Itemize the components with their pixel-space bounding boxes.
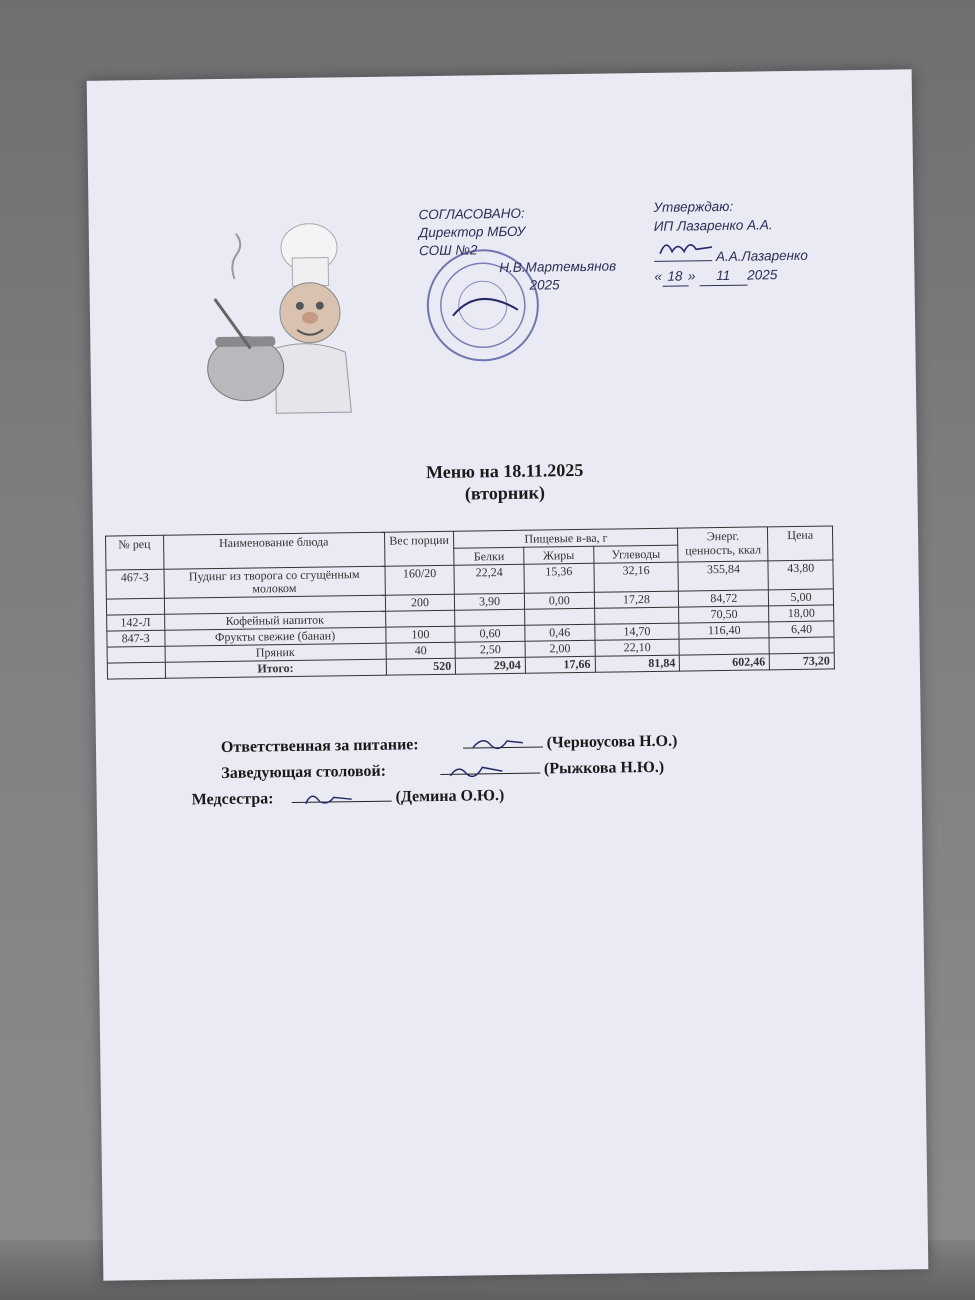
header-nutrients: Пищевые в-ва, г <box>454 528 678 548</box>
approval-heading: СОГЛАСОВАНО: <box>418 205 525 223</box>
table-row: 847-З Фрукты свежие (банан) 100 0,60 0,46 14,70 116,40 6,40 <box>107 621 834 647</box>
approval-year: 2025 <box>529 277 560 293</box>
total-label: Итого: <box>165 659 386 678</box>
approved-date-mid: » <box>687 268 696 284</box>
table-row: 142-Л Кофейный напиток 70,50 18,00 <box>107 605 834 631</box>
table-row: 200 3,90 0,00 17,28 84,72 5,00 <box>106 589 833 615</box>
total-price: 73,20 <box>770 653 835 670</box>
header-protein: Белки <box>454 547 524 565</box>
total-energy: 602,46 <box>680 654 770 671</box>
header-fat: Жиры <box>524 546 594 564</box>
approved-org: ИП Лазаренко А.А. <box>653 217 773 234</box>
header-name: Наименование блюда <box>163 532 385 569</box>
approved-year: 2025 <box>747 267 778 283</box>
approved-signer: А.А.Лазаренко <box>715 247 808 265</box>
header-num: № рец <box>106 535 164 570</box>
total-carbs: 81,84 <box>595 655 680 672</box>
approved-month: 11 <box>699 266 747 287</box>
signature-mark <box>469 733 529 756</box>
table-row: Пряник 40 2,50 2,00 22,10 <box>107 637 834 663</box>
header-price: Цена <box>768 526 833 561</box>
menu-table <box>105 525 835 679</box>
approved-day: 18 <box>662 266 688 286</box>
approval-line1: Директор МБОУ <box>418 223 526 241</box>
menu-title-date: Меню на 18.11.2025 <box>425 459 584 483</box>
approval-line2: СОШ №2 <box>418 242 478 259</box>
approval-signer: Н.В.Мартемьянов <box>499 258 617 276</box>
signature-line-responsible: Ответственная за питание: (Черноусова Н.О.) <box>220 732 678 757</box>
document-page <box>87 69 929 1280</box>
header-carbs: Углеводы <box>593 545 678 563</box>
signature-mark <box>446 759 506 782</box>
menu-title-weekday: (вторник) <box>464 482 546 504</box>
total-fat: 17,66 <box>525 656 595 673</box>
signature-mark <box>297 787 357 810</box>
signature-line-nurse: Медсестра: (Демина О.Ю.) <box>191 787 505 809</box>
approved-block <box>653 195 854 287</box>
approved-date-open: « <box>654 268 663 284</box>
header-weight: Вес порции <box>384 531 454 566</box>
total-protein: 29,04 <box>456 657 526 674</box>
total-weight: 520 <box>386 658 456 675</box>
chef-illustration <box>204 217 367 419</box>
header-energy: Энерг. ценность, ккал <box>678 527 768 562</box>
table-row: 467-З Пудинг из творога со сгущённым молоком 160/20 22,24 15,36 32,16 355,84 43,80 <box>106 560 833 599</box>
approved-signature <box>656 235 716 260</box>
approved-heading: Утверждаю: <box>653 198 734 215</box>
approval-block <box>418 203 649 296</box>
signature-line-canteen: Заведующая столовой: (Рыжкова Н.Ю.) <box>221 758 665 783</box>
menu-title <box>92 454 918 510</box>
